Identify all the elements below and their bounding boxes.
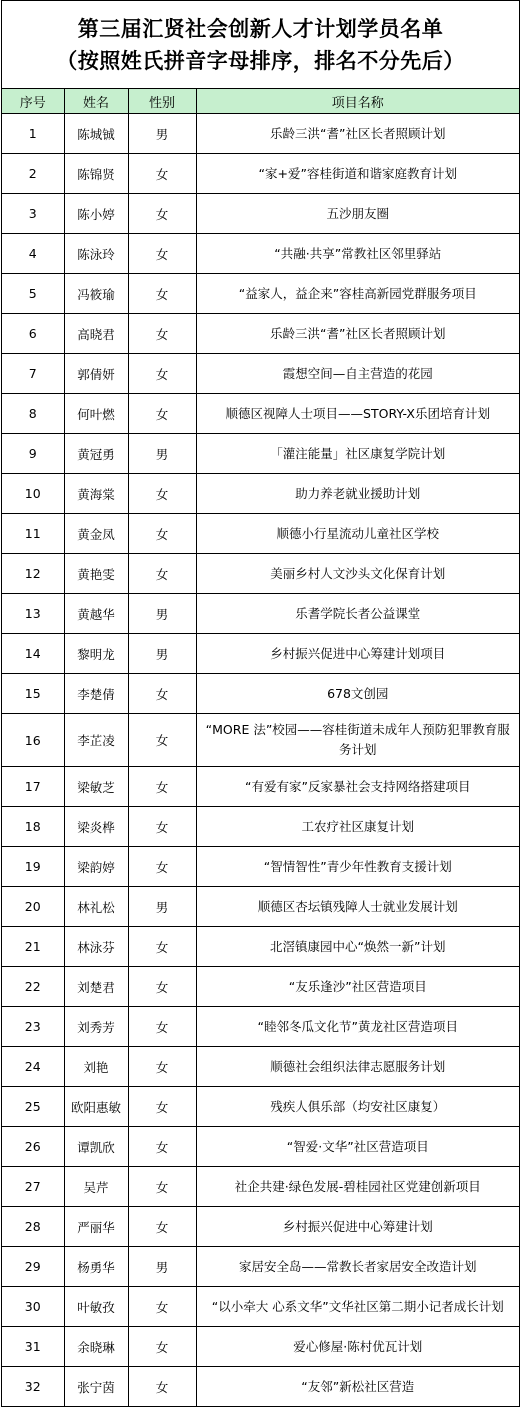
cell-name: 林礼松 [64, 887, 128, 927]
cell-number: 20 [2, 887, 64, 927]
cell-number: 3 [2, 194, 64, 234]
cell-name: 杨勇华 [64, 1247, 128, 1287]
cell-project: 乡村振兴促进中心筹建计划项目 [196, 634, 519, 674]
cell-gender: 女 [128, 1207, 196, 1247]
table-row [2, 1127, 519, 1167]
cell-name: 陈泳玲 [64, 234, 128, 274]
cell-project: 678文创园 [196, 674, 519, 714]
cell-number: 2 [2, 154, 64, 194]
table-row [2, 1087, 519, 1127]
cell-project: 工农疗社区康复计划 [196, 807, 519, 847]
cell-number: 32 [2, 1367, 64, 1407]
header-project: 项目名称 [196, 89, 519, 114]
cell-gender: 男 [128, 114, 196, 154]
cell-gender: 女 [128, 194, 196, 234]
cell-project: 乐耆学院长者公益课堂 [196, 594, 519, 634]
cell-project: 乐龄三洪“耆”社区长者照顾计划 [196, 114, 519, 154]
table-row [2, 887, 519, 927]
cell-name: 欧阳惠敏 [64, 1087, 128, 1127]
cell-gender: 女 [128, 1047, 196, 1087]
header-row [2, 89, 519, 114]
cell-gender: 女 [128, 554, 196, 594]
cell-project: “益家人，益企来”容桂高新园党群服务项目 [196, 274, 519, 314]
cell-gender: 女 [128, 394, 196, 434]
table-row [2, 1207, 519, 1247]
cell-project: “友邻”新松社区营造 [196, 1367, 519, 1407]
cell-gender: 女 [128, 154, 196, 194]
cell-gender: 女 [128, 1327, 196, 1367]
cell-gender: 女 [128, 234, 196, 274]
cell-project: 五沙朋友圈 [196, 194, 519, 234]
cell-gender: 女 [128, 1367, 196, 1407]
cell-gender: 男 [128, 634, 196, 674]
cell-name: 刘艳 [64, 1047, 128, 1087]
cell-name: 郭倩妍 [64, 354, 128, 394]
cell-gender: 女 [128, 767, 196, 807]
cell-number: 24 [2, 1047, 64, 1087]
cell-gender: 男 [128, 434, 196, 474]
header-number: 序号 [2, 89, 64, 114]
cell-gender: 女 [128, 314, 196, 354]
table-row [2, 674, 519, 714]
cell-project: “有爱有家”反家暴社会支持网络搭建项目 [196, 767, 519, 807]
cell-gender: 女 [128, 1287, 196, 1327]
cell-number: 1 [2, 114, 64, 154]
cell-number: 10 [2, 474, 64, 514]
cell-project: “友乐逢沙”社区营造项目 [196, 967, 519, 1007]
table-row [2, 554, 519, 594]
cell-number: 31 [2, 1327, 64, 1367]
cell-project: “智爱·文华”社区营造项目 [196, 1127, 519, 1167]
cell-number: 8 [2, 394, 64, 434]
cell-name: 严丽华 [64, 1207, 128, 1247]
cell-number: 30 [2, 1287, 64, 1327]
cell-gender: 女 [128, 1087, 196, 1127]
roster-sheet [1, 0, 520, 1407]
cell-number: 12 [2, 554, 64, 594]
cell-project: 北滘镇康园中心“焕然一新”计划 [196, 927, 519, 967]
table-row [2, 274, 519, 314]
table-row [2, 714, 519, 767]
cell-gender: 男 [128, 1247, 196, 1287]
cell-project: 家居安全岛——常教长者家居安全改造计划 [196, 1247, 519, 1287]
table-row [2, 434, 519, 474]
cell-name: 高晓君 [64, 314, 128, 354]
table-row [2, 634, 519, 674]
cell-name: 梁敏芝 [64, 767, 128, 807]
table-row [2, 394, 519, 434]
title-block [2, 1, 519, 89]
cell-number: 28 [2, 1207, 64, 1247]
cell-project: 顺德区杏坛镇残障人士就业发展计划 [196, 887, 519, 927]
cell-number: 23 [2, 1007, 64, 1047]
cell-name: 何叶燃 [64, 394, 128, 434]
cell-number: 16 [2, 714, 64, 767]
cell-name: 刘秀芳 [64, 1007, 128, 1047]
cell-name: 李芷凌 [64, 714, 128, 767]
cell-gender: 女 [128, 474, 196, 514]
table-row [2, 234, 519, 274]
cell-number: 26 [2, 1127, 64, 1167]
table-row [2, 767, 519, 807]
cell-project: 乐龄三洪“耆”社区长者照顾计划 [196, 314, 519, 354]
cell-gender: 女 [128, 847, 196, 887]
cell-number: 4 [2, 234, 64, 274]
table-row [2, 1247, 519, 1287]
roster-table [2, 89, 519, 1406]
cell-name: 梁炎桦 [64, 807, 128, 847]
cell-name: 黄越华 [64, 594, 128, 634]
cell-name: 叶敏孜 [64, 1287, 128, 1327]
cell-project: 顺德区视障人士项目——STORY-X乐团培育计划 [196, 394, 519, 434]
cell-number: 19 [2, 847, 64, 887]
cell-project: 顺德小行星流动儿童社区学校 [196, 514, 519, 554]
table-row [2, 114, 519, 154]
cell-number: 21 [2, 927, 64, 967]
cell-gender: 女 [128, 1007, 196, 1047]
table-row [2, 1167, 519, 1207]
header-gender: 性别 [128, 89, 196, 114]
cell-gender: 男 [128, 594, 196, 634]
cell-number: 13 [2, 594, 64, 634]
cell-name: 吴芹 [64, 1167, 128, 1207]
cell-number: 9 [2, 434, 64, 474]
cell-name: 陈小婷 [64, 194, 128, 234]
cell-project: “共融·共享”常教社区邻里驿站 [196, 234, 519, 274]
cell-name: 黄金凤 [64, 514, 128, 554]
cell-gender: 女 [128, 1127, 196, 1167]
cell-number: 22 [2, 967, 64, 1007]
cell-gender: 女 [128, 927, 196, 967]
cell-project: “家+爱”容桂街道和谐家庭教育计划 [196, 154, 519, 194]
cell-number: 11 [2, 514, 64, 554]
table-row [2, 194, 519, 234]
cell-number: 6 [2, 314, 64, 354]
cell-number: 7 [2, 354, 64, 394]
cell-number: 17 [2, 767, 64, 807]
cell-number: 14 [2, 634, 64, 674]
table-row [2, 1047, 519, 1087]
cell-name: 黄海棠 [64, 474, 128, 514]
table-row [2, 927, 519, 967]
cell-gender: 女 [128, 807, 196, 847]
cell-project: 爱心修屋·陈村优瓦计划 [196, 1327, 519, 1367]
cell-name: 黎明龙 [64, 634, 128, 674]
cell-name: 林泳芬 [64, 927, 128, 967]
table-row [2, 474, 519, 514]
cell-name: 李楚倩 [64, 674, 128, 714]
cell-gender: 女 [128, 714, 196, 767]
page-title: 第三届汇贤社会创新人才计划学员名单 [77, 16, 444, 41]
cell-name: 刘楚君 [64, 967, 128, 1007]
cell-name: 黄艳雯 [64, 554, 128, 594]
cell-name: 陈锦贤 [64, 154, 128, 194]
cell-gender: 女 [128, 274, 196, 314]
cell-gender: 女 [128, 674, 196, 714]
table-row [2, 514, 519, 554]
table-row [2, 967, 519, 1007]
table-row [2, 1327, 519, 1367]
cell-name: 黄冠勇 [64, 434, 128, 474]
cell-gender: 男 [128, 887, 196, 927]
cell-number: 27 [2, 1167, 64, 1207]
cell-name: 陈城铖 [64, 114, 128, 154]
page-subtitle: （按照姓氏拼音字母排序，排名不分先后） [56, 48, 465, 73]
cell-project: 顺德社会组织法律志愿服务计划 [196, 1047, 519, 1087]
cell-project: 「灌注能量」社区康复学院计划 [196, 434, 519, 474]
cell-number: 5 [2, 274, 64, 314]
cell-gender: 女 [128, 354, 196, 394]
header-name: 姓名 [64, 89, 128, 114]
cell-name: 谭凯欣 [64, 1127, 128, 1167]
cell-project: 乡村振兴促进中心筹建计划 [196, 1207, 519, 1247]
cell-project: “MORE 法”校园——容桂街道未成年人预防犯罪教育服务计划 [196, 714, 519, 767]
cell-number: 25 [2, 1087, 64, 1127]
cell-project: “以小牵大 心系文华”文华社区第二期小记者成长计划 [196, 1287, 519, 1327]
cell-project: 霞想空间—自主营造的花园 [196, 354, 519, 394]
table-row [2, 1287, 519, 1327]
table-row [2, 1367, 519, 1407]
cell-project: 社企共建·绿色发展-碧桂园社区党建创新项目 [196, 1167, 519, 1207]
cell-name: 余晓琳 [64, 1327, 128, 1367]
cell-gender: 女 [128, 1167, 196, 1207]
cell-number: 15 [2, 674, 64, 714]
cell-project: 助力养老就业援助计划 [196, 474, 519, 514]
cell-gender: 女 [128, 514, 196, 554]
cell-project: 美丽乡村人文沙头文化保育计划 [196, 554, 519, 594]
cell-project: “智情智性”青少年性教育支援计划 [196, 847, 519, 887]
table-row [2, 314, 519, 354]
table-row [2, 154, 519, 194]
cell-name: 冯筱瑜 [64, 274, 128, 314]
table-row [2, 594, 519, 634]
table-row [2, 1007, 519, 1047]
cell-name: 梁韵婷 [64, 847, 128, 887]
cell-number: 18 [2, 807, 64, 847]
table-row [2, 847, 519, 887]
table-row [2, 807, 519, 847]
cell-number: 29 [2, 1247, 64, 1287]
table-row [2, 354, 519, 394]
cell-gender: 女 [128, 967, 196, 1007]
cell-project: “睦邻冬瓜文化节”黄龙社区营造项目 [196, 1007, 519, 1047]
cell-project: 残疾人俱乐部（均安社区康复） [196, 1087, 519, 1127]
cell-name: 张宁茵 [64, 1367, 128, 1407]
